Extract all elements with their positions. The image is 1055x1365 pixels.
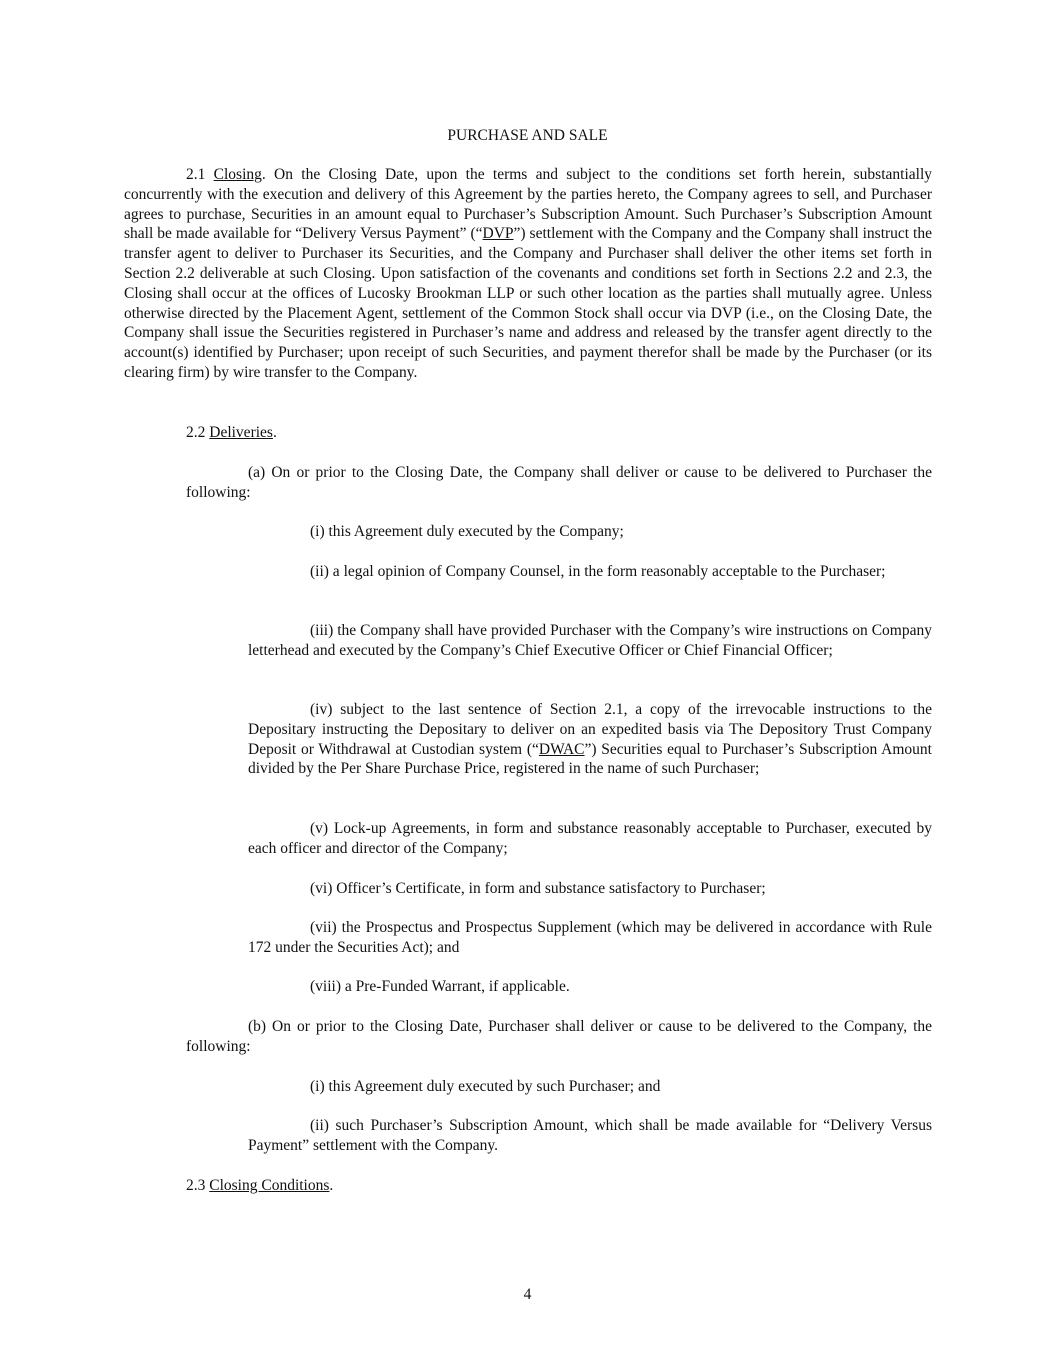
section-2-1-text-part1: . On the Closing Date, upon the terms and subject to the conditions set forth herein, substantially concurrently with the execution and delivery of this Agreement by the parties hereto, the Company agrees to sell, and Purchaser agrees to purchase, Securities in an amount equal to Purchaser’s Subscription Amount. Such Purchaser’s Subscription Amount shall be made available for “Delivery Versus Payment” (“ (124, 166, 933, 243)
section-2-2-number: 2.2 (186, 424, 210, 441)
clause-a-iv-text-part2: ”) Securities equal to Purchaser’s Subscription Amount divided by the Per Share Purchase Price, registered in the name of such Purchaser; (248, 740, 932, 778)
clause-b-i: (i) this Agreement duly executed by such Purchaser; and (310, 1078, 661, 1095)
clause-a-i: (i) this Agreement duly executed by the Company; (310, 523, 624, 540)
defined-term-dwac: DWAC (538, 740, 585, 758)
clause-b-purchaser-deliveries: (b) On or prior to the Closing Date, Purchaser shall deliver or cause to be delivered to the Company, the following: (186, 1018, 932, 1055)
page-number: 4 (523, 1286, 532, 1303)
clause-a-vi: (vi) Officer’s Certificate, in form and substance satisfactory to Purchaser; (310, 880, 766, 897)
section-2-3-title: Closing Conditions (209, 1177, 330, 1194)
section-2-2-title: Deliveries (209, 424, 273, 441)
clause-a-viii: (viii) a Pre-Funded Warrant, if applicable. (310, 978, 570, 995)
clause-a-iii: (iii) the Company shall have provided Purchaser with the Company’s wire instructions on Company letterhead and executed by the Company’s Chief Executive Officer or Chief Financial Officer; (248, 622, 932, 659)
section-2-3-period: . (329, 1177, 334, 1194)
section-2-1-closing (124, 165, 932, 383)
clause-a-v: (v) Lock-up Agreements, in form and substance reasonably acceptable to Purchaser, executed by each officer and director of the Company; (248, 820, 932, 857)
clause-a-vii: (vii) the Prospectus and Prospectus Supplement (which may be delivered in accordance with Rule 172 under the Securities Act); and (248, 919, 932, 956)
clause-b-ii: (ii) such Purchaser’s Subscription Amount, which shall be made available for “Delivery Versus Payment” settlement with the Company. (248, 1117, 932, 1154)
section-2-1-number: 2.1 (186, 166, 214, 183)
section-2-2-deliveries (186, 423, 932, 443)
defined-term-dvp: DVP (482, 225, 514, 243)
section-2-1-title: Closing (213, 166, 262, 183)
clause-a-iv-text-part1: (iv) subject to the last sentence of Section 2.1, a copy of the irrevocable instructions to the Depositary instructing the Depositary to deliver on an expedited basis via The Depository Trust Company Deposit or Withdrawal at Custodian system (“ (248, 701, 932, 758)
clause-a-ii: (ii) a legal opinion of Company Counsel, in the form reasonably acceptable to the Purchaser; (310, 563, 886, 580)
section-heading: PURCHASE AND SALE (447, 127, 608, 144)
section-2-3-closing-conditions (186, 1176, 932, 1196)
section-2-1-text-part2: ”) settlement with the Company and the Company shall instruct the transfer agent to deliver to Purchaser its Securities, and the Company and Purchaser shall deliver the other items set forth in Section 2.2 deliverable at such Closing. Upon satisfaction of the covenants and conditions set forth in Sections 2.2 and 2.3, the Closing shall occur at the offices of Lucosky Brookman LLP or such other location as the parties shall mutually agree. Unless otherwise directed by the Placement Agent, settlement of the Common Stock shall occur via DVP (i.e., on the Closing Date, the Company shall issue the Securities registered in Purchaser’s name and address and released by the transfer agent directly to the account(s) identified by Purchaser; upon receipt of such Securities, and payment therefor shall be made by the Purchaser (or its clearing firm) by wire transfer to the Company. (124, 225, 932, 381)
clause-a-iv (248, 700, 932, 779)
section-2-2-period: . (272, 424, 277, 441)
section-2-3-number: 2.3 (186, 1177, 210, 1194)
clause-a-company-deliveries: (a) On or prior to the Closing Date, the Company shall deliver or cause to be delivered to Purchaser the following: (186, 464, 932, 501)
